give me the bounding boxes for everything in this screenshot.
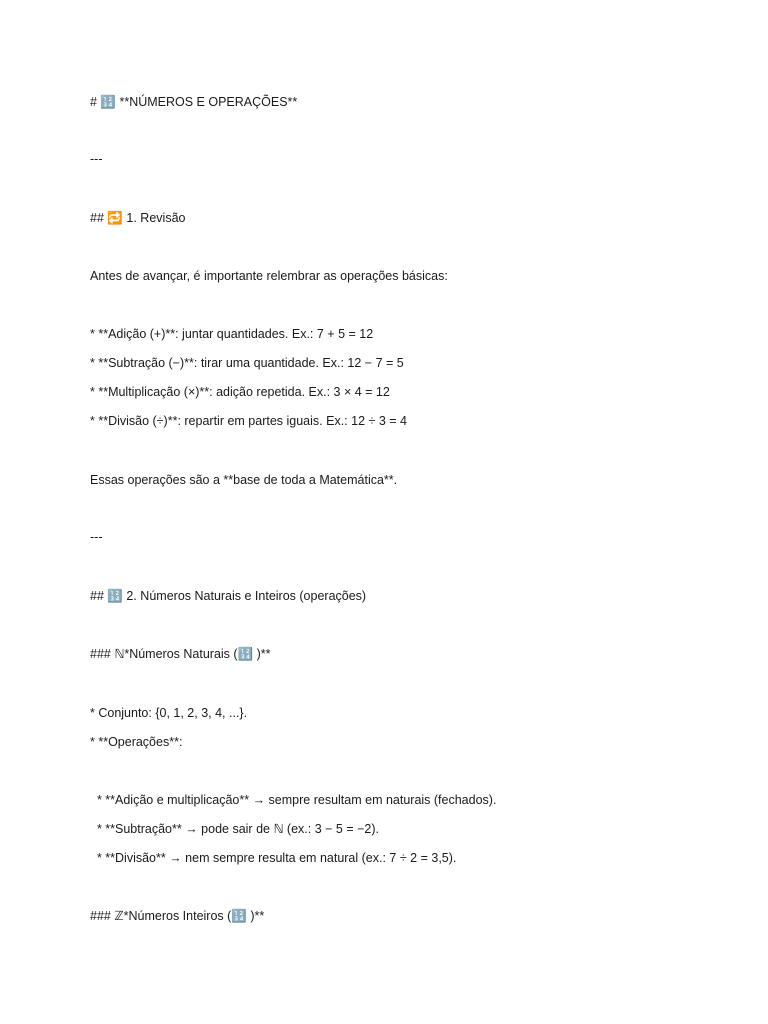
- sublist-item-adicao-multiplicacao: * **Adição e multiplicação** → sempre resultam em naturais (fechados).: [90, 793, 497, 807]
- summary-paragraph: Essas operações são a **base de toda a Matemática**.: [90, 473, 398, 487]
- list-item-adicao: * **Adição (+)**: juntar quantidades. Ex.: 7 + 5 = 12: [90, 327, 374, 341]
- list-item-operacoes: * **Operações**:: [90, 735, 183, 749]
- document-title: # 🔢 **NÚMEROS E OPERAÇÕES**: [90, 95, 298, 109]
- section-heading-revisao: ## 🔁 1. Revisão: [90, 211, 186, 225]
- section-heading-naturais-inteiros: ## 🔢 2. Números Naturais e Inteiros (operações): [90, 589, 367, 603]
- sublist-item-divisao: * **Divisão** → nem sempre resulta em natural (ex.: 7 ÷ 2 = 3,5).: [90, 851, 457, 865]
- list-item-conjunto: * Conjunto: {0, 1, 2, 3, 4, ...}.: [90, 706, 248, 720]
- subsection-heading-inteiros: ### ℤ*Números Inteiros (🔢 )**: [90, 909, 265, 923]
- intro-paragraph: Antes de avançar, é importante relembrar as operações básicas:: [90, 269, 448, 283]
- list-item-multiplicacao: * **Multiplicação (×)**: adição repetida. Ex.: 3 × 4 = 12: [90, 385, 390, 399]
- subsection-heading-naturais: ### ℕ*Números Naturais (🔢 )**: [90, 647, 271, 661]
- list-item-divisao: * **Divisão (÷)**: repartir em partes iguais. Ex.: 12 ÷ 3 = 4: [90, 414, 407, 428]
- list-item-subtracao: * **Subtração (−)**: tirar uma quantidade. Ex.: 12 − 7 = 5: [90, 356, 404, 370]
- sublist-item-subtracao: * **Subtração** → pode sair de ℕ (ex.: 3 − 5 = −2).: [90, 822, 379, 836]
- horizontal-rule: ---: [90, 152, 103, 166]
- horizontal-rule: ---: [90, 530, 103, 544]
